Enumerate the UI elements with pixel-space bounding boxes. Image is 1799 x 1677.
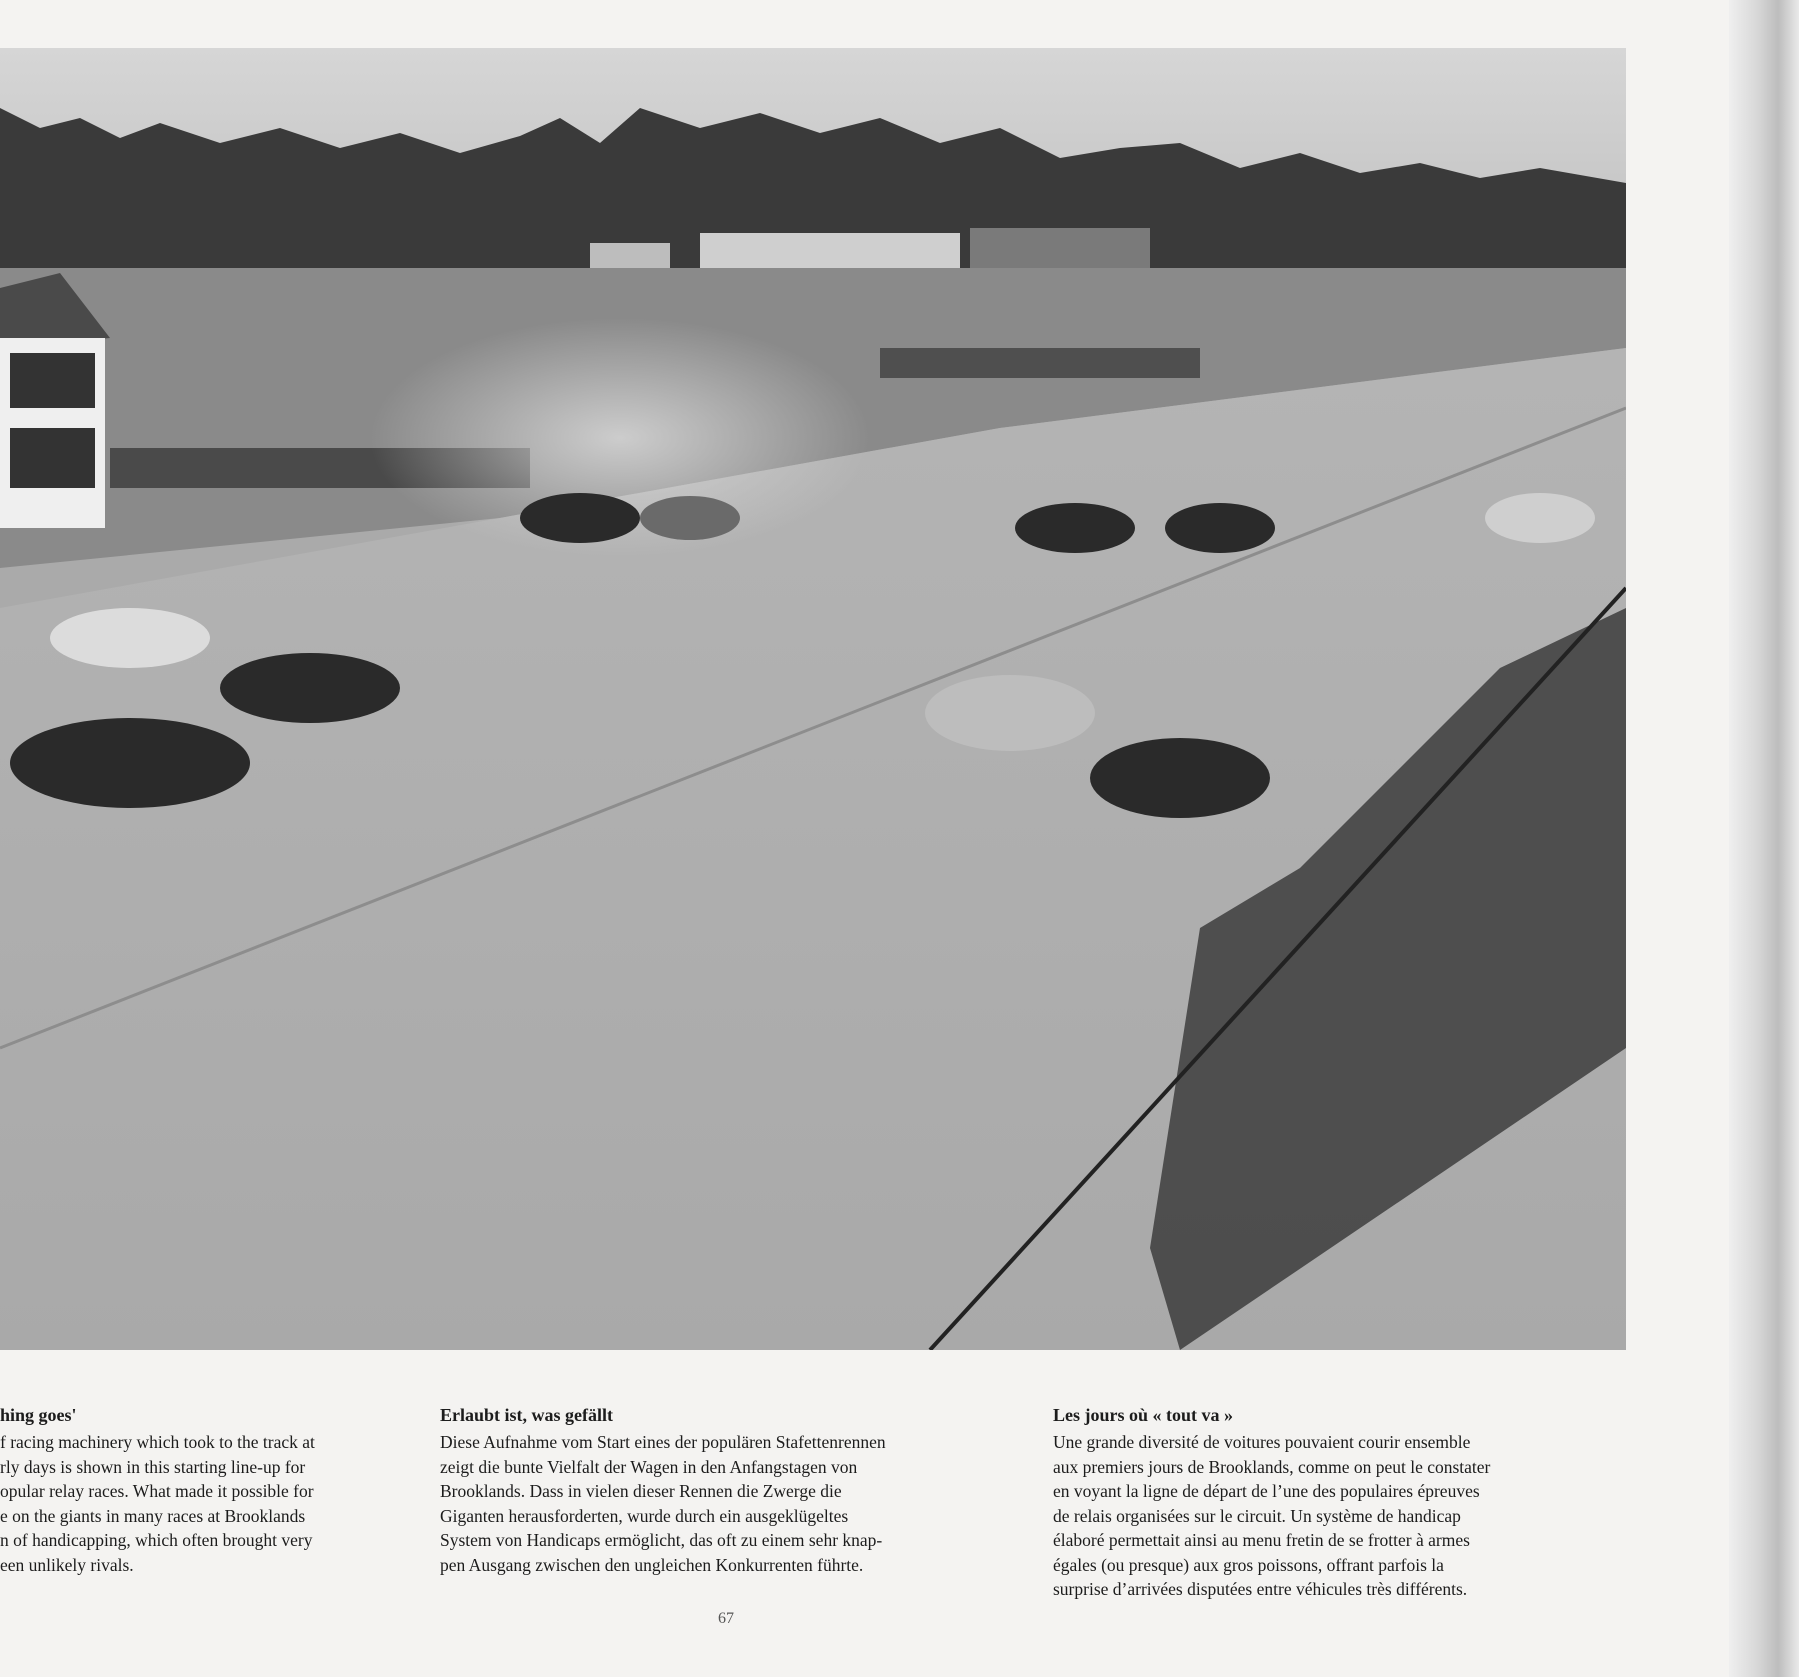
caption-german [440, 1402, 1020, 1577]
caption-line: en voyant la ligne de départ de l’une des populaires épreuves [1053, 1481, 1480, 1501]
caption-line: f racing machinery which took to the track at [0, 1432, 315, 1452]
caption-title: hing goes' [0, 1405, 77, 1425]
page-gutter-shadow [1729, 0, 1799, 1677]
caption-line: e on the giants in many races at Brooklands [0, 1505, 306, 1526]
page-number: 67 [718, 1610, 734, 1627]
caption-line: égales (ou presque) aux gros poissons, offrant parfois la [1053, 1554, 1444, 1575]
caption-line: opular relay races. What made it possible for [0, 1481, 314, 1501]
caption-title: Les jours où « tout va » [1053, 1405, 1234, 1425]
caption-line: élaboré permettait ainsi au menu fretin de se frotter à armes [1053, 1530, 1470, 1550]
caption-line: System von Handicaps ermöglicht, das oft zu einem sehr knap- [440, 1530, 883, 1550]
caption-title: Erlaubt ist, was gefällt [440, 1405, 613, 1425]
caption-line: surprise d’arrivées disputées entre véhicules très différents. [1053, 1579, 1468, 1599]
caption-line: Giganten herausforderten, wurde durch ein ausgeklügeltes [440, 1505, 849, 1526]
caption-line: de relais organisées sur le circuit. Un système de handicap [1053, 1505, 1461, 1526]
caption-line: pen Ausgang zwischen den ungleichen Konkurrenten führte. [440, 1554, 864, 1575]
caption-line: rly days is shown in this starting line-up for [0, 1456, 306, 1477]
caption-line: aux premiers jours de Brooklands, comme on peut le constater [1053, 1456, 1491, 1477]
caption-english [0, 1402, 400, 1577]
caption-french [1053, 1402, 1613, 1602]
caption-line: n of handicapping, which often brought very [0, 1530, 313, 1550]
caption-line: Brooklands. Dass in vielen dieser Rennen die Zwerge die [440, 1481, 842, 1501]
caption-line: zeigt die bunte Vielfalt der Wagen in den Anfangstagen von [440, 1456, 858, 1477]
caption-line: Une grande diversité de voitures pouvaient courir ensemble [1053, 1432, 1471, 1452]
caption-line: Diese Aufnahme vom Start eines der populären Stafettenrennen [440, 1432, 886, 1452]
racing-photo [0, 48, 1626, 1350]
caption-line: een unlikely rivals. [0, 1554, 134, 1575]
